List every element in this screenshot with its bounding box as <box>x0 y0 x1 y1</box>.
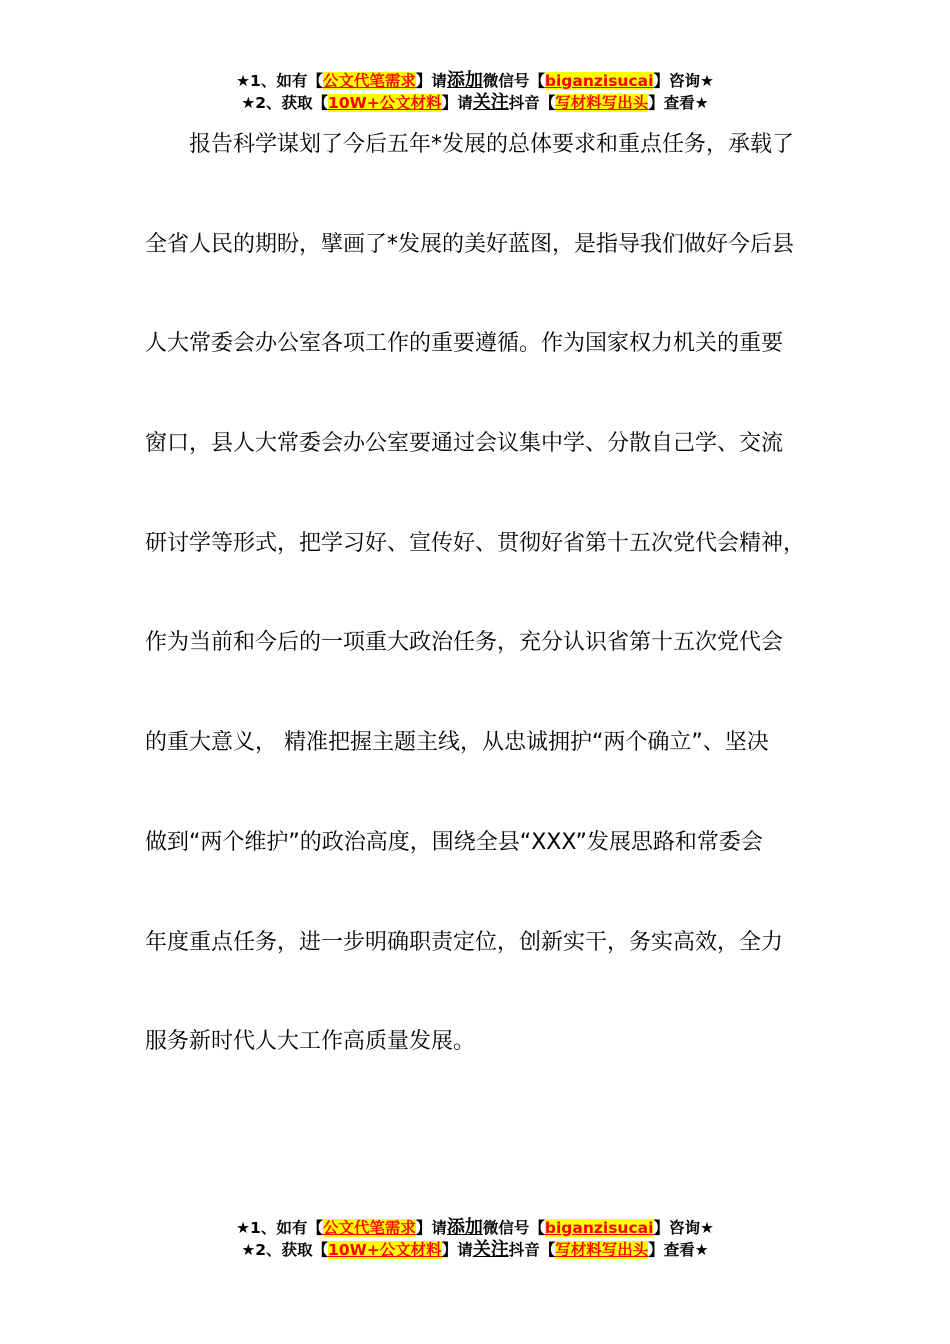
body-line: 的重大意义， 精准把握主题主线，从忠诚拥护“两个确立”、坚决 <box>145 730 769 756</box>
highlight-ghostwriting: 公文代笔需求 <box>322 1219 416 1237</box>
body-line: 研讨学等形式，把学习好、宣传好、贯彻好省第十五次党代会精神， <box>145 530 806 556</box>
banner-line-2: ★2、获取【10W+公文材料】请关注抖音【写材料写出头】查看★ <box>241 1239 709 1260</box>
emphasis-add: 添加 <box>446 70 483 91</box>
body-line: 窗口，县人大常委会办公室要通过会议集中学、分散自己学、交流 <box>145 431 784 457</box>
highlight-materials: 10W+公文材料 <box>328 1241 442 1259</box>
emphasis-follow: 关注 <box>472 92 509 113</box>
emphasis-add: 添加 <box>446 1217 483 1238</box>
body-line: 服务新时代人大工作高质量发展。 <box>145 1029 476 1055</box>
highlight-materials: 10W+公文材料 <box>328 94 442 112</box>
body-line: 人大常委会办公室各项工作的重要遵循。作为国家权力机关的重要 <box>145 331 784 357</box>
document-body <box>145 125 815 1122</box>
body-line: 全省人民的期盼，擘画了*发展的美好蓝图，是指导我们做好今后县 <box>145 231 795 257</box>
highlight-douyin: 写材料写出头 <box>555 94 649 112</box>
banner-line-1: ★1、如有【公文代笔需求】请添加微信号【biganzisucai】咨询★ <box>236 70 714 91</box>
banner-line-2: ★2、获取【10W+公文材料】请关注抖音【写材料写出头】查看★ <box>241 92 709 113</box>
body-line: 报告科学谋划了今后五年*发展的总体要求和重点任务，承载了 <box>189 132 795 157</box>
highlight-wechat-id: biganzisucai <box>544 72 654 90</box>
body-line: 做到“两个维护”的政治高度，围绕全县“XXX”发展思路和常委会 <box>145 829 763 855</box>
highlight-wechat-id: biganzisucai <box>544 1219 654 1237</box>
footer-banner <box>0 1217 950 1261</box>
emphasis-follow: 关注 <box>472 1239 509 1260</box>
banner-line-1: ★1、如有【公文代笔需求】请添加微信号【biganzisucai】咨询★ <box>236 1217 714 1238</box>
highlight-ghostwriting: 公文代笔需求 <box>322 72 416 90</box>
body-line: 作为当前和今后的一项重大政治任务，充分认识省第十五次党代会 <box>145 630 784 656</box>
header-banner <box>0 70 950 114</box>
highlight-douyin: 写材料写出头 <box>555 1241 649 1259</box>
body-line: 年度重点任务，进一步明确职责定位，创新实干，务实高效，全力 <box>145 929 784 955</box>
